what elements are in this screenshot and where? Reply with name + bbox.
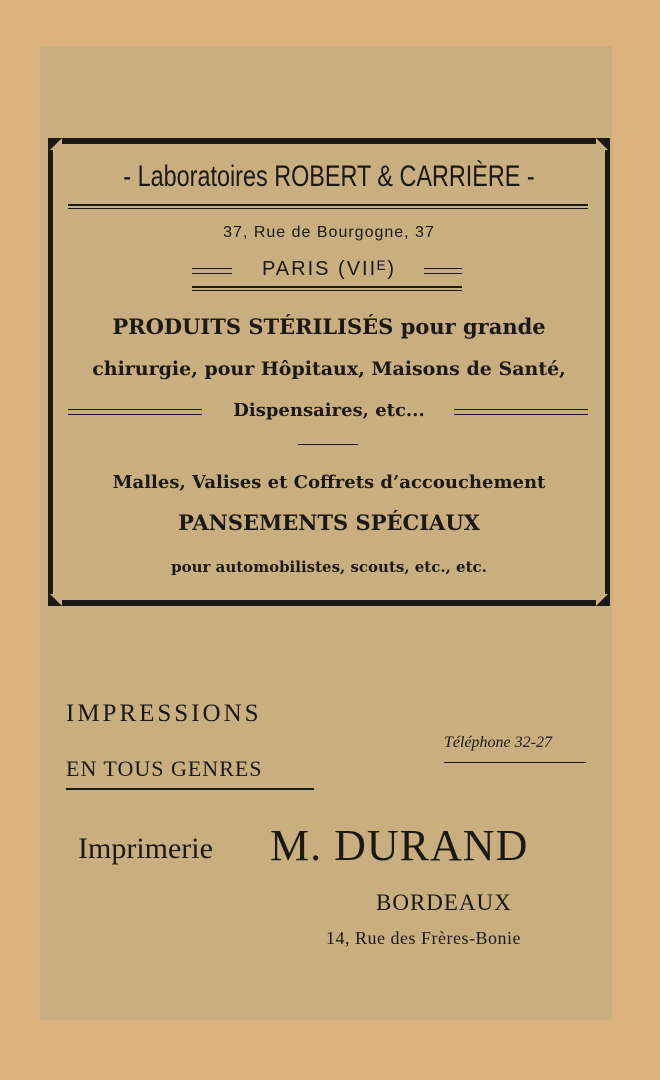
- divider: [298, 444, 358, 445]
- lab-city: PARIS (VIIᴱ): [261, 258, 397, 280]
- impressions-subheading: EN TOUS GENRES: [66, 756, 263, 781]
- printer-address: 14, Rue des Frères-Bonie: [326, 928, 521, 948]
- products-line: pour automobilistes, scouts, etc., etc.: [171, 558, 487, 576]
- products-line: Dispensaires, etc...: [233, 400, 425, 421]
- divider: [454, 414, 588, 415]
- products-heading: PANSEMENTS SPÉCIAUX: [178, 510, 480, 535]
- lab-address: 37, Rue de Bourgogne, 37: [223, 224, 435, 241]
- divider: [424, 273, 462, 274]
- laboratory-name: - Laboratoires ROBERT & CARRIÈRE -: [123, 160, 535, 193]
- divider: [192, 286, 462, 291]
- divider: [444, 762, 586, 763]
- products-line: PRODUITS STÉRILISÉS pour grande: [112, 314, 546, 339]
- products-line: chirurgie, pour Hôpitaux, Maisons de Santé,: [92, 358, 566, 380]
- corner-ornament: [48, 138, 62, 152]
- frame-top-border: [62, 138, 596, 144]
- divider: [68, 204, 588, 209]
- divider: [66, 788, 314, 790]
- printer-city: BORDEAUX: [376, 890, 512, 915]
- divider: [424, 268, 462, 269]
- frame-bottom-border: [62, 600, 596, 606]
- printer-name: M. DURAND: [270, 821, 529, 870]
- corner-ornament: [596, 138, 610, 152]
- impressions-heading: IMPRESSIONS: [66, 700, 262, 727]
- corner-ornament: [48, 592, 62, 606]
- printer-label: Imprimerie: [78, 832, 213, 865]
- divider: [454, 409, 588, 410]
- products-line: Malles, Valises et Coffrets d’accouchement: [112, 472, 546, 493]
- corner-ornament: [596, 592, 610, 606]
- telephone: Téléphone 32-27: [444, 734, 552, 751]
